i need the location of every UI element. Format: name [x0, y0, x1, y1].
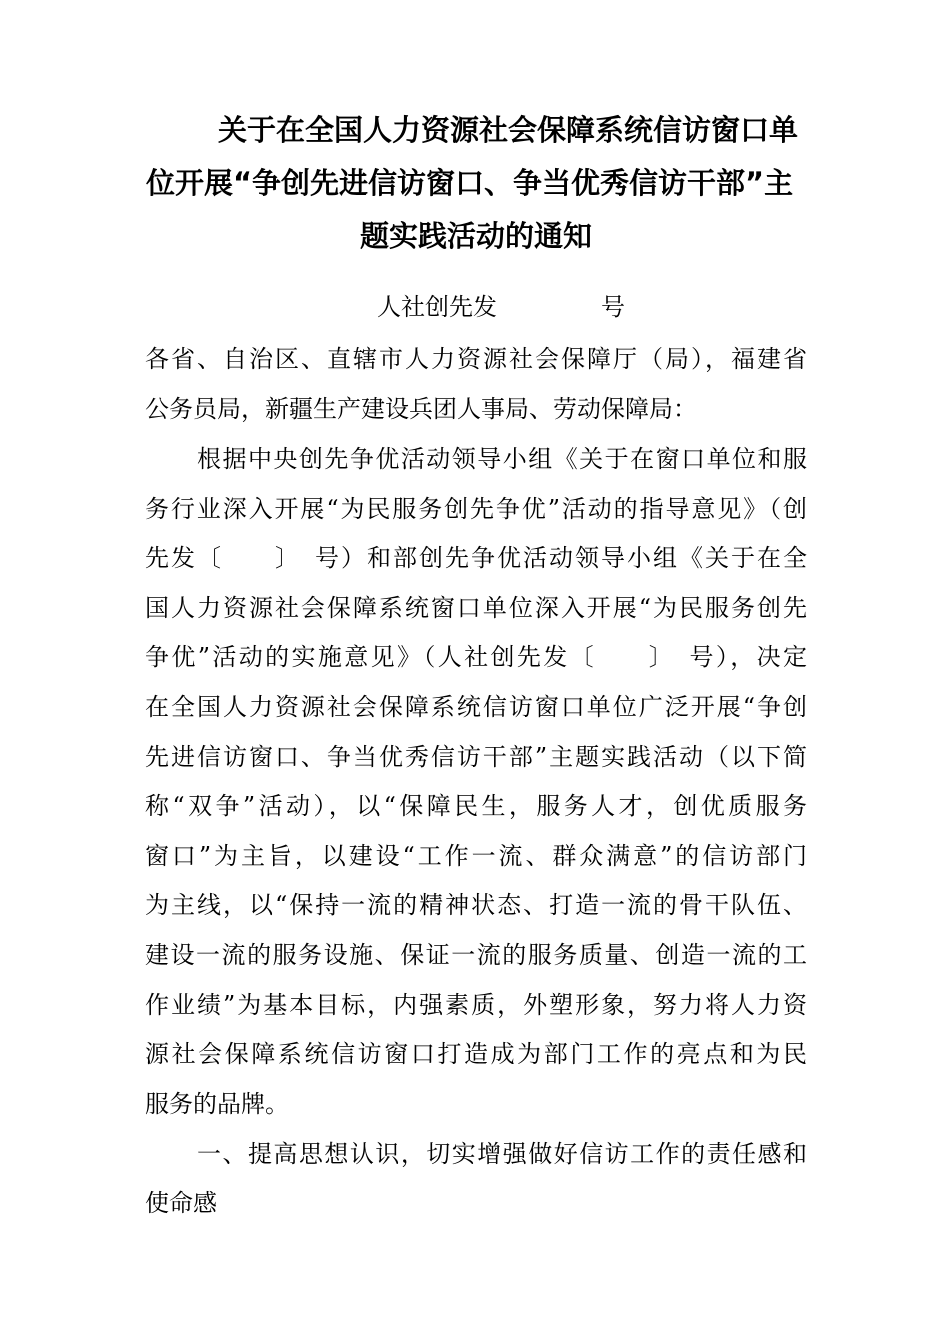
- title-line-1: 关于在全国人力资源社会保障系统信访窗口单: [218, 113, 799, 147]
- body-line: 服务的品牌。: [145, 1090, 289, 1118]
- body-line: 窗口”为主旨，以建设“工作一流、群众满意”的信访部门: [145, 842, 807, 870]
- body-line: 源社会保障系统信访窗口打造成为部门工作的亮点和为民: [145, 1040, 807, 1068]
- body-line: 公务员局，新疆生产建设兵团人事局、劳动保障局：: [145, 395, 697, 423]
- title-line-2: 位开展“争创先进信访窗口、争当优秀信访干部”主: [146, 166, 794, 200]
- body-line: 根据中央创先争优活动领导小组《关于在窗口单位和服: [197, 445, 807, 473]
- body-line: 争优”活动的实施意见》（人社创先发〔 〕 号），决定: [145, 643, 807, 671]
- body-line: 称“双争”活动），以“保障民生，服务人才，创优质服务: [145, 792, 807, 820]
- body-line: 先进信访窗口、争当优秀信访干部”主题实践活动（以下简: [145, 743, 807, 771]
- body-line: 作业绩”为基本目标，内强素质，外塑形象，努力将人力资: [145, 991, 807, 1019]
- section-heading: 一、提高思想认识，切实增强做好信访工作的责任感和: [197, 1140, 807, 1168]
- body-line: 先发〔 〕 号）和部创先争优活动领导小组《关于在全: [145, 544, 807, 572]
- body-line: 各省、自治区、直辖市人力资源社会保障厅（局），福建省: [145, 345, 807, 373]
- section-heading-continued: 使命感: [145, 1189, 217, 1217]
- body-line: 在全国人力资源社会保障系统信访窗口单位广泛开展“争创: [145, 693, 807, 721]
- doc-number-suffix: 号: [601, 293, 625, 321]
- title-line-3: 题实践活动的通知: [360, 219, 593, 253]
- body-line: 国人力资源社会保障系统窗口单位深入开展“为民服务创先: [145, 594, 807, 622]
- doc-number-prefix: 人社创先发: [377, 293, 497, 321]
- body-line: 务行业深入开展“为民服务创先争优”活动的指导意见》（创: [145, 495, 807, 523]
- body-line: 建设一流的服务设施、保证一流的服务质量、创造一流的工: [145, 941, 807, 969]
- body-line: 为主线，以“保持一流的精神状态、打造一流的骨干队伍、: [145, 891, 807, 919]
